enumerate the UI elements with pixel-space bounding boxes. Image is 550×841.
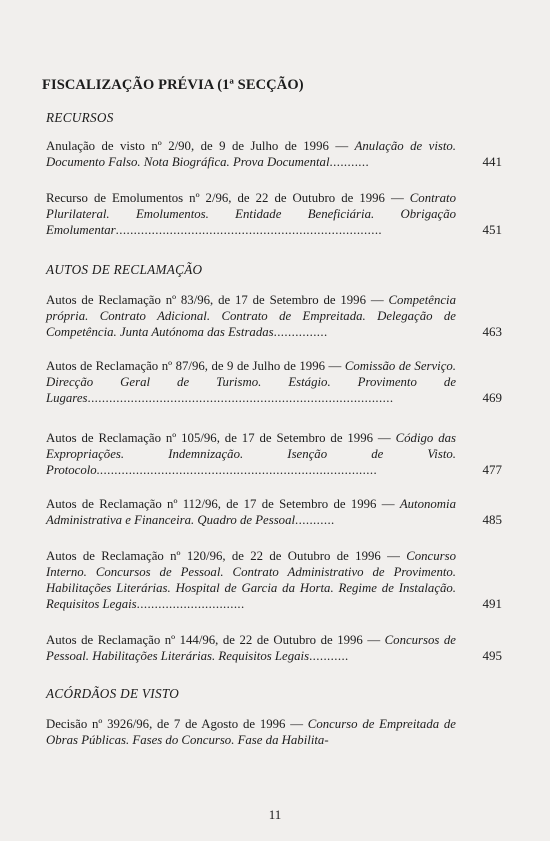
entry-page-number: 451 [482,222,502,237]
index-entry: Anulação de visto nº 2/90, de 9 de Julho de 1996 — Anulação de visto. Documento Falso. Nota Biográfica. Prova Documental........... [46,138,456,170]
page-heading: FISCALIZAÇÃO PRÉVIA (1ª SECÇÃO) [42,77,304,93]
entry-description: Autonomia Administrativa e Financeira. Quadro de Pessoal [46,497,456,527]
entry-page-number: 495 [482,648,502,663]
entry-description: Anulação de visto. Documento Falso. Nota Biográfica. Prova Documental [46,139,457,169]
entry-lead: Anulação de visto nº 2/90, de 9 de Julho de 1996 — [46,139,355,153]
page-number-footer: 11 [268,807,282,822]
index-entry: Autos de Reclamação nº 83/96, de 17 de Setembro de 1996 — Competência própria. Contrato Adicional. Contrato de Empreitada. Delegação de Competência. Junta Autónoma das Estradas............... [46,292,456,340]
entry-description: Comissão de Serviço. Direcção Geral de Turismo. Estágio. Provimento de Lugares [46,359,456,405]
entry-page-number: 463 [482,324,502,339]
index-entry: Autos de Reclamação nº 105/96, de 17 de Setembro de 1996 — Código das Expropriações. Indemnização. Isenção de Visto. Protocolo.............................................................................. [46,430,456,478]
entry-page-number: 441 [482,154,502,169]
entry-description: Concurso de Empreitada de Obras Públicas. Fases do Concurso. Fase da Habilita- [46,717,456,747]
entry-description: Contrato Plurilateral. Emolumentos. Entidade Beneficiária. Obrigação Emolumentar [46,191,456,237]
entry-lead: Autos de Reclamação nº 144/96, de 22 de Outubro de 1996 — [46,633,385,647]
section-recursos: RECURSOS [46,110,114,125]
entry-lead: Autos de Reclamação nº 112/96, de 17 de Setembro de 1996 — [46,497,400,511]
entry-lead: Autos de Reclamação nº 83/96, de 17 de Setembro de 1996 — [46,293,388,307]
entry-lead: Recurso de Emolumentos nº 2/96, de 22 de Outubro de 1996 — [46,191,410,205]
entry-lead: Autos de Reclamação nº 120/96, de 22 de Outubro de 1996 — [46,549,406,563]
entry-lead: Autos de Reclamação nº 105/96, de 17 de Setembro de 1996 — [46,431,396,445]
section-acordaos-de-visto: ACÓRDÃOS DE VISTO [46,686,180,701]
index-entry: Autos de Reclamação nº 87/96, de 9 de Julho de 1996 — Comissão de Serviço. Direcção Geral de Turismo. Estágio. Provimento de Lugares..................................................................................... [46,358,456,406]
entry-description: Código das Expropriações. Indemnização. Isenção de Visto. Protocolo. [46,431,456,477]
entry-page-number: 485 [482,512,502,527]
entry-page-number: 491 [482,596,502,611]
entry-page-number: 477 [482,462,502,477]
entry-lead: Autos de Reclamação nº 87/96, de 9 de Julho de 1996 — [46,359,345,373]
entry-lead: Decisão nº 3926/96, de 7 de Agosto de 1996 — [46,717,308,731]
index-entry: Autos de Reclamação nº 144/96, de 22 de Outubro de 1996 — Concursos de Pessoal. Habilitações Literárias. Requisitos Legais........... [46,632,456,664]
index-entry: Recurso de Emolumentos nº 2/96, de 22 de Outubro de 1996 — Contrato Plurilateral. Emolumentos. Entidade Beneficiária. Obrigação Emolumentar.......................................................................... [46,190,456,238]
entry-description: Concursos de Pessoal. Habilitações Literárias. Requisitos Legais [46,633,456,663]
entry-page-number: 469 [482,390,502,405]
index-entry: Autos de Reclamação nº 120/96, de 22 de Outubro de 1996 — Concurso Interno. Concursos de Pessoal. Contrato Administrativo de Provimento. Habilitações Literárias. Hospital de Garcia da Horta. Regime de Instalação. Requisitos Legais.............................. [46,548,456,612]
index-entry [46,716,456,748]
section-autos-de-reclamacao: AUTOS DE RECLAMAÇÃO [46,262,203,277]
entry-description: Concurso Interno. Concursos de Pessoal. Contrato Administrativo de Provimento. Habilitações Literárias. Hospital de Garcia da Horta. Regime de Instalação. Requisitos Legais [46,549,456,611]
entry-description: Competência própria. Contrato Adicional. Contrato de Empreitada. Delegação de Competência. Junta Autónoma das Estradas [46,293,456,339]
index-entry: Autos de Reclamação nº 112/96, de 17 de Setembro de 1996 — Autonomia Administrativa e Financeira. Quadro de Pessoal........... [46,496,456,528]
